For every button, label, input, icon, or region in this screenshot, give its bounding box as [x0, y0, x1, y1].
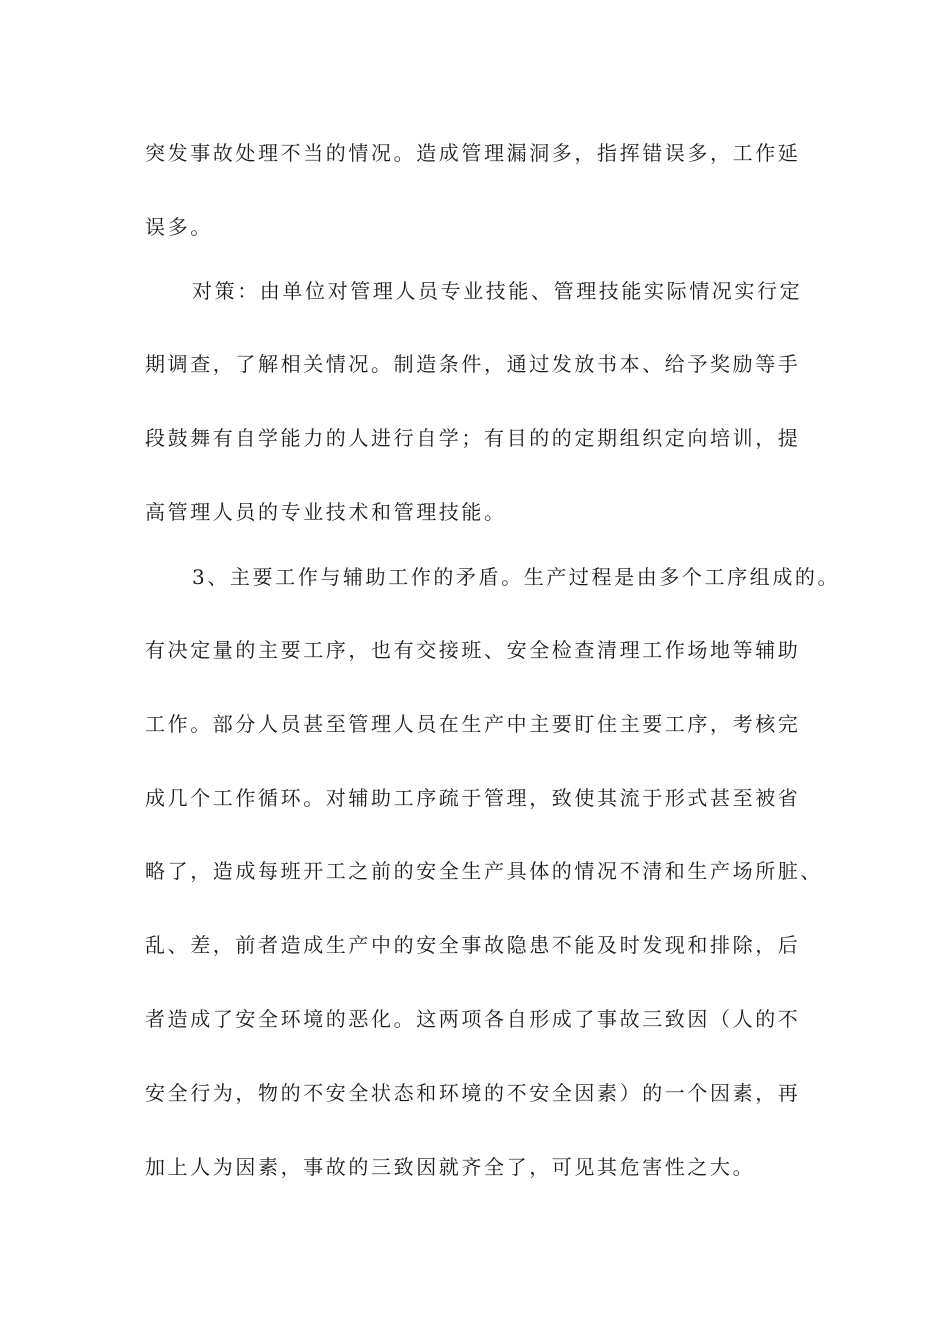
text-line-6: 高管理人员的专业技术和管理技能。 [145, 500, 507, 524]
text-line-1: 突发事故处理不当的情况。造成管理漏洞多，指挥错误多，工作延 [145, 141, 801, 165]
text-line-11: 略了，造成每班开工之前的安全生产具体的情况不清和生产场所脏、 [145, 859, 823, 883]
text-line-15: 加上人为因素，事故的三致因就齐全了，可见其危害性之大。 [145, 1155, 756, 1179]
text-line-14: 安全行为，物的不安全状态和环境的不安全因素）的一个因素，再 [145, 1081, 801, 1105]
text-line-4: 期调查，了解相关情况。制造条件，通过发放书本、给予奖励等手 [145, 352, 801, 376]
text-line-7: 3、主要工作与辅助工作的矛盾。生产过程是由多个工序组成的。 [192, 565, 841, 589]
text-line-2: 误多。 [145, 215, 213, 239]
text-line-13: 者造成了安全环境的恶化。这两项各自形成了事故三致因（人的不 [145, 1007, 801, 1031]
text-line-12: 乱、差，前者造成生产中的安全事故隐患不能及时发现和排除，后 [145, 933, 801, 957]
text-line-9: 工作。部分人员甚至管理人员在生产中主要盯住主要工序，考核完 [145, 712, 801, 736]
text-line-5: 段鼓舞有自学能力的人进行自学；有目的的定期组织定向培训，提 [145, 426, 801, 450]
text-line-8: 有决定量的主要工序，也有交接班、安全检查清理工作场地等辅助 [145, 638, 801, 662]
text-line-10: 成几个工作循环。对辅助工序疏于管理，致使其流于形式甚至被省 [145, 786, 801, 810]
text-line-3: 对策：由单位对管理人员专业技能、管理技能实际情况实行定 [192, 279, 803, 303]
